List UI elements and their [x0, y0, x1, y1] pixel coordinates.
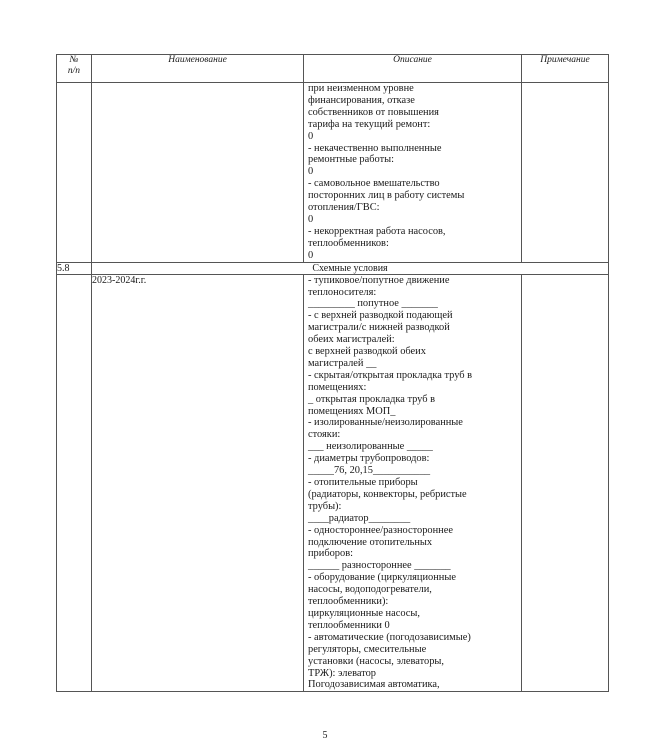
- description-line: Погодозависимая автоматика,: [308, 679, 440, 691]
- description-line: ремонтные работы:: [308, 154, 394, 166]
- description-line: - некачественно выполненные: [308, 142, 442, 154]
- section-number: 5.8: [57, 262, 92, 274]
- description-line: насосы, водоподогреватели,: [308, 584, 432, 596]
- description-line: тарифа на текущий ремонт:: [308, 118, 431, 130]
- row2-name: 2023-2024г.г.: [92, 274, 304, 692]
- description-line: отопления/ГВС:: [308, 202, 380, 214]
- description-line: - самовольное вмешательство: [308, 178, 440, 190]
- description-line: установки (насосы, элеваторы,: [308, 655, 444, 667]
- description-line: ___ неизолированные _____: [308, 441, 433, 453]
- table-row: [57, 83, 609, 263]
- description-line: - с верхней разводкой подающей: [308, 310, 453, 322]
- description-line: подключение отопительных: [308, 536, 433, 548]
- description-line: - тупиковое/попутное движение: [308, 274, 450, 286]
- description-line: 0: [308, 249, 314, 261]
- section-title: Схемные условия: [92, 262, 609, 274]
- header-num-line: п/п: [67, 66, 81, 76]
- description-line: ТРЖ): элеватор: [308, 667, 376, 679]
- description-line: с верхней разводкой обеих: [308, 346, 426, 358]
- description-line: _ открытая прокладка труб в: [308, 393, 436, 405]
- description-line: магистралей __: [308, 357, 377, 369]
- description-line: теплообменников:: [308, 237, 389, 249]
- description-line: ____радиатор________: [308, 512, 411, 524]
- header-num-label: [68, 55, 80, 76]
- row1-name: [92, 83, 304, 263]
- description-line: ______ разностороннее _______: [308, 560, 451, 572]
- description-line: - скрытая/открытая прокладка труб в: [308, 369, 473, 381]
- description-line: помещениях МОП_: [308, 405, 396, 417]
- row2-num: [57, 274, 92, 692]
- description-line: приборов:: [308, 548, 353, 560]
- description-line: магистрали/с нижней разводкой: [308, 322, 450, 334]
- row1-note: [522, 83, 609, 263]
- page-number: 5: [322, 730, 328, 741]
- description-line: - оборудование (циркуляционные: [308, 572, 456, 584]
- description-line: стояки:: [308, 429, 341, 441]
- table-header-row: [57, 55, 609, 83]
- description-line: помещениях:: [308, 381, 367, 393]
- description-line: обеих магистралей:: [308, 334, 395, 346]
- description-line: 0: [308, 130, 314, 142]
- row1-description: [304, 83, 522, 263]
- row1-description-text: [304, 83, 521, 262]
- description-line: финансирования, отказе: [308, 94, 415, 106]
- description-line: теплоносителя:: [308, 286, 377, 298]
- header-note: Примечание: [522, 55, 609, 83]
- description-line: при неизменном уровне: [308, 83, 414, 94]
- description-line: собственников от повышения: [308, 106, 439, 118]
- header-name: Наименование: [92, 55, 304, 83]
- description-line: (радиаторы, конвекторы, ребристые: [308, 488, 467, 500]
- description-line: - некорректная работа насосов,: [308, 225, 446, 237]
- description-line: - отопительные приборы: [308, 477, 418, 488]
- description-line: теплообменники 0: [308, 619, 390, 631]
- description-line: - диаметры трубопроводов:: [308, 453, 430, 465]
- row2-note: [522, 274, 609, 692]
- header-num-line: №: [69, 55, 79, 65]
- section-row: [57, 262, 609, 274]
- description-line: - автоматические (погодозависимые): [308, 631, 471, 643]
- specification-table: [56, 54, 609, 692]
- header-description: Описание: [304, 55, 522, 83]
- description-line: теплообменники):: [308, 596, 389, 608]
- row1-num: [57, 83, 92, 263]
- row2-description-text: [304, 275, 521, 692]
- description-line: _____76, 20,15___________: [308, 465, 431, 477]
- description-line: трубы):: [308, 500, 342, 512]
- description-line: - одностороннее/разностороннее: [308, 524, 453, 536]
- description-line: 0: [308, 166, 314, 178]
- description-line: посторонних лиц в работу системы: [308, 190, 465, 202]
- row2-description: [304, 274, 522, 692]
- header-num: [57, 55, 92, 83]
- description-line: циркуляционные насосы,: [308, 607, 420, 619]
- description-line: - изолированные/неизолированные: [308, 417, 463, 429]
- table-row: [57, 274, 609, 692]
- description-line: 0: [308, 213, 314, 225]
- description-line: регуляторы, смесительные: [308, 643, 427, 655]
- description-line: _________ попутное _______: [308, 298, 438, 310]
